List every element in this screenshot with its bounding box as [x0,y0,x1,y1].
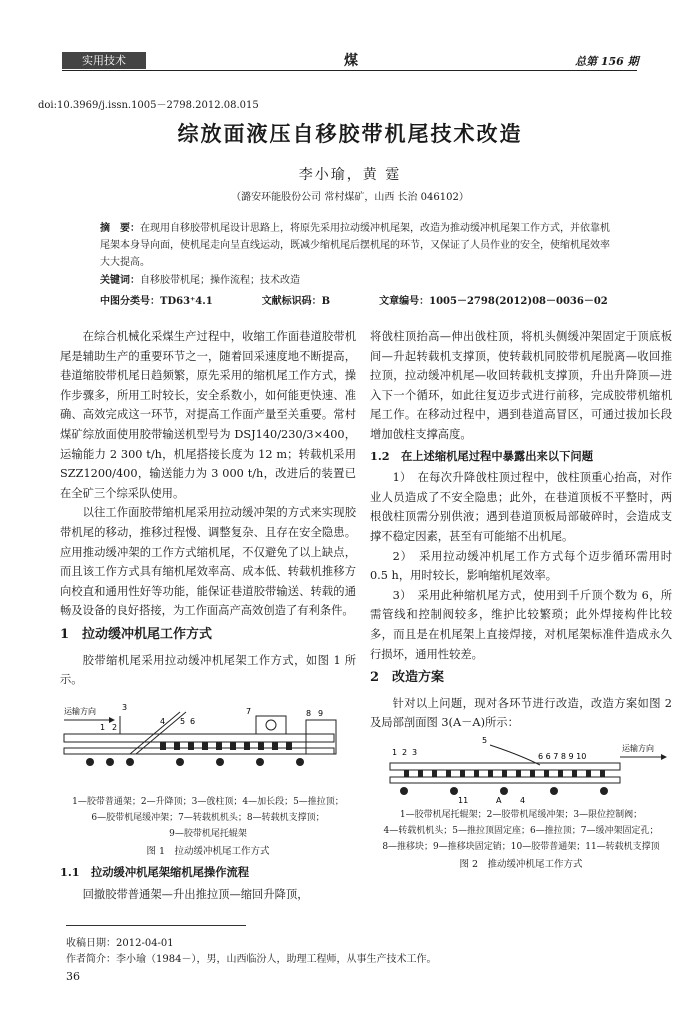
body-paragraph: 3） 采用此种缩机尾方式，使用到千斤顶个数为 6，所需管线和控制阀较多，维护比较繁琐；此外焊接构件比较多，而且是在机尾架上直接焊接，对机尾架标准件造成永久行损坏，通用性较差。 [370,588,672,661]
journal-logo: 煤 [344,53,358,69]
fig1-callout-3: 3 [122,702,128,712]
classification-line [100,292,630,307]
doc-code: 文献标识码：B [261,296,331,307]
section-heading-2: 2 改造方案 [370,670,445,686]
authors: 李小瑜，黄 霆 [298,167,402,183]
body-paragraph: 回撤胶带普通架—升出推拉顶—缩回升降顶， [82,887,309,901]
header-rule [62,70,637,71]
right-column [370,327,672,874]
affiliation: （潞安环能股份公司 常村煤矿，山西 长治 046102） [231,192,469,203]
body-paragraph: 将戗柱顶抬高—伸出戗柱顶，将机头侧缓冲架固定于顶底板间—升起转载机支撑顶，使转载机同胶带机尾脱离—收回推拉顶，拉动缓冲机尾—收回转载机支撑顶，升出升降顶—进入下一个循环，如此往复迈步式进行前移，完成胶带机缩机尾工作。在移动过程中，遇到巷道高冒区，可通过拔加长段增加戗柱支撑高度。 [370,330,672,441]
body-paragraph: 2） 采用拉动缓冲机尾工作方式每个迈步循环需用时 0.5 h，用时较长，影响缩机尾效率。 [370,549,672,583]
body-paragraph: 以往工作面胶带缩机尾采用拉动缓冲架的方式来实现胶带机尾的移动，推移过程慢、调整复杂、且存在安全隐患。应用推动缓冲架的工作方式缩机尾，不仅避免了以上缺点，而且该工作方式具有缩机尾效率高、成本低、转载机推移方向校直和通用性好等功能，能保证巷道胶带输送、转载的通畅及设备的良好搭接，为工作面高产高效创造了有利条件。 [60,506,356,618]
fig1-callout-4: 4 [160,716,166,726]
body-paragraph: 胶带缩机尾采用拉动缓冲机尾架工作方式，如图 1 所示。 [60,653,356,687]
fig2-callout-1: 1 [392,747,398,757]
footnote-rule [66,925,246,926]
body-paragraph: 针对以上问题，现对各环节进行改造，改造方案如图 2 及局部剖面图 3(A－A)所示： [370,696,672,730]
fig1-callout-5: 5 [180,716,186,726]
legend-line: 8—推移块；9—推移块固定销；10—胶带普通架；11—转载机支撑顶 [382,841,660,852]
keywords-label: 关键词： [100,275,140,286]
legend-line: 6—胶带机尾缓冲架；7—转载机机头；8—转载机支撑顶； [91,812,325,823]
figure-2-legend [370,807,672,855]
figure-2-diagram [370,735,672,807]
fig1-callout-7: 7 [246,706,252,716]
legend-line: 1—胶带普通架；2—升降顶；3—戗柱顶；4—加长段；5—推拉顶； [72,796,344,807]
figure-1-title: 图 1 拉动缓冲机尾工作方式 [146,845,270,857]
keywords-text: 自移胶带机尾；操作流程；技术改造 [140,275,300,286]
fig2-callout-3: 3 [412,747,418,757]
abstract [100,220,612,271]
abstract-label: 摘 要： [100,223,140,234]
paper-title: 综放面液压自移胶带机尾技术改造 [177,121,523,146]
fig1-callout-2: 2 [112,722,118,732]
fig2-direction-label: 运输方向 [622,743,654,753]
fig1-direction-label: 运输方向 [64,706,96,716]
left-column [60,327,356,904]
fig2-section-a: A [496,795,502,805]
figure-1-legend [60,794,356,842]
figure-2-title: 图 2 推动缓冲机尾工作方式 [459,858,583,870]
section-heading-1-1: 1.1 拉动缓冲机尾架缩机尾操作流程 [60,865,250,880]
body-paragraph: 1） 在每次升降戗柱顶过程中，戗柱顶重心抬高，对作业人员造成了不安全隐患；此外，在巷道顶板不平整时，两根戗柱顶需分别供液；遇到巷道顶板局部破碎时，会造成支撑不稳定因素，甚至有可能缩不出机尾。 [370,471,672,543]
keywords [100,271,612,286]
legend-line: 4—转载机机头；5—推拉顶固定座；6—推拉顶；7—缓冲架固定孔； [383,825,659,836]
fig2-callout-6-10: 6 6 7 8 9 10 [538,751,587,761]
figure-1-diagram [60,694,356,794]
author-bio: 作者简介：李小瑜（1984－），男，山西临汾人，助理工程师，从事生产技术工作。 [66,954,437,965]
issue-label: 总第 156 期 [575,55,639,68]
fig1-callout-1: 1 [100,722,106,732]
fig2-callout-2: 2 [402,747,408,757]
fig1-callout-9: 9 [318,708,324,718]
fig2-callout-11: 11 [458,795,469,805]
body-paragraph: 在综合机械化采煤生产过程中，收缩工作面巷道胶带机尾是辅助生产的重要环节之一，随着回采速度地不断提高，巷道缩胶带机尾日趋频繁，原先采用的缩机尾工作方式，操作步骤多，所用工时较长，安全系数小，如何能更快速、准确、高效完成这一环节，对提高工作面产量至关重要。常村煤矿综放面使用胶带输送机型号为 DSJ140/230/3×400，运输能力 2 300 t/h，机尾搭接长度为 12 m；转载机采用 SZZ1200/400，输送能力为 3 000 t/h，改进后的装置已在全矿三个综采队使用。 [60,330,356,500]
clc-number: 中图分类号：TD63⁺4.1 [100,296,213,307]
legend-line: 9—胶带机尾托辊架 [169,828,247,839]
received-date: 收稿日期：2012-04-01 [66,938,174,949]
section-heading-1: 1 拉动缓冲机尾工作方式 [60,626,213,642]
section-tag: 实用技术 [62,52,146,69]
legend-line: 1—胶带机尾托辊架；2—胶带机尾缓冲架；3—限位控制阀； [399,809,643,820]
abstract-text: 在现用自移胶带机尾设计思路上，将原先采用拉动缓冲机尾架，改造为推动缓冲机尾架工作方式，并依靠机尾架本身导向面，使机尾走向呈直线运动，既减少缩机尾后摆机尾的环节，又保证了人员作业的安全，使缩机尾效率大大提高。 [100,223,610,268]
article-number: 文章编号：1005－2798(2012)08－0036－02 [379,296,608,307]
fig1-callout-8: 8 [306,708,312,718]
fig2-callout-5: 5 [482,735,488,745]
page-number: 36 [66,970,80,983]
section-heading-1-2: 1.2 在上述缩机尾过程中暴露出来以下问题 [370,448,593,463]
fig1-callout-6: 6 [190,716,196,726]
doi: doi:10.3969/j.issn.1005－2798.2012.08.015 [38,100,259,111]
fig2-callout-4: 4 [520,795,526,805]
